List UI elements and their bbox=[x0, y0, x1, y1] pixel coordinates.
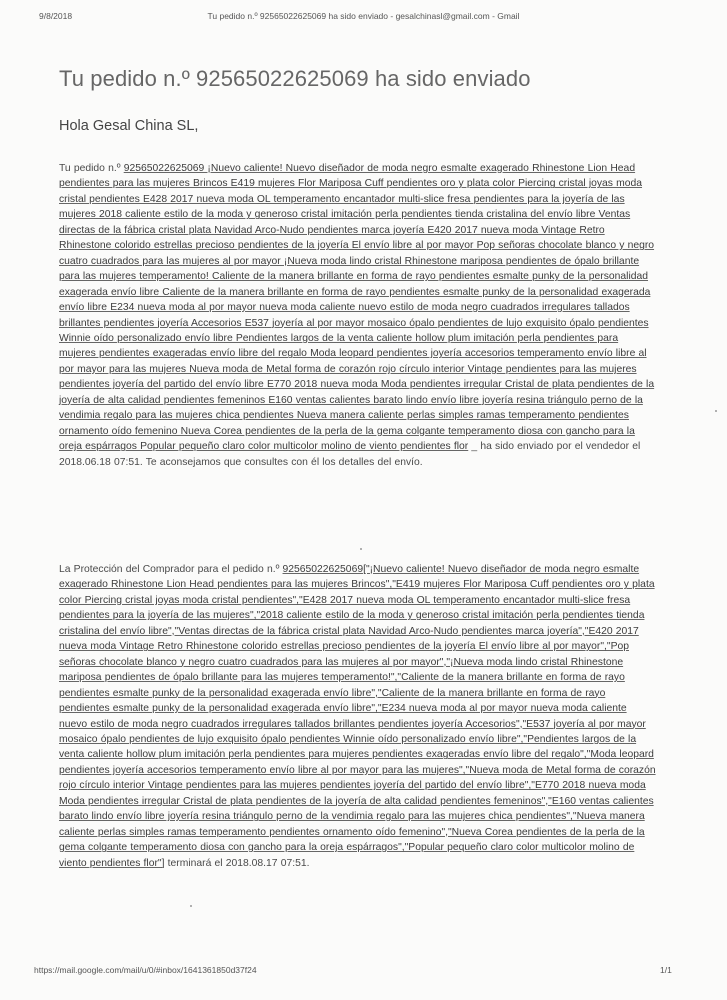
protection-order-link[interactable]: 92565022625069["¡Nuevo caliente! Nuevo diseñador de moda negro esmalte exagerado Rhinestone Lion Head pendientes para las mujeres Brincos","E419 mujeres Flor Mariposa Cuff pendientes oro y plata color Piercing cristal joyas moda cristal pendientes","E428 2017 nueva moda OL temperamento encantador multi-slice fresa pendientes para la joyería de las mujeres","2018 caliente estilo de la moda y generoso cristal imitación perla pendientes tienda cristalina del envío libre","Ventas directas de la fábrica cristal plata Navidad Arco-Nudo pendientes marca joyería","E420 2017 nueva moda Vintage Retro Rhinestone colorido estrellas precioso pendientes de la joyería El envío libre al por mayor","Pop señoras chocolate blanco y negro cuatro cuadrados para las mujeres al por mayor","¡Nueva moda lindo cristal Rhinestone mariposa pendientes de ópalo brillante para las mujeres temperamento!","Caliente de la manera brillante en forma de rayo pendientes esmalte punky de la personalidad exagerada envío libre","Caliente de la manera brillante en forma de rayo pendientes esmalte punky de la personalidad exagerada envío libre","E234 nueva moda al por mayor nueva moda caliente nuevo estilo de moda negro cuadrados irregulares tallados brillantes pendientes joyería Accesorios","E537 joyería al por mayor mosaico ópalo pendientes de lujo exquisito ópalo pendientes Winnie oído personalizado envío libre","Pendientes largos de la venta caliente hollow plum imitación perla pendientes para mujeres pendientes exageradas envío libre del regalo","Moda leopard pendientes joyería accesorios temperamento envío libre al por mayor para las mujeres","Nueva moda de Metal forma de corazón rojo círculo interior Vintage pendientes para las mujeres pendientes joyería del partido del envío libre","E770 2018 nueva moda Moda pendientes irregular Cristal de plata pendientes de la joyería de alta calidad pendientes femeninos","E160 ventas calientes barato lindo envío libre joyería resina triángulo perno de la vendimia regalo para las mujeres chica pendientes","Nueva manera caliente perlas simples ramas temperamento pendientes ornamento oído femenino","Nueva Corea pendientes de la perla de la gema colgante temperamento diosa con gancho para la oreja espárragos","Popular pequeño claro color multicolor molino de viento pendientes flor"] bbox=[59, 564, 656, 869]
page-number: 1/1 bbox=[660, 965, 672, 975]
scan-speck bbox=[360, 548, 362, 550]
print-header bbox=[0, 11, 727, 27]
protection-prefix: La Protección del Comprador para el pedido n.º bbox=[59, 564, 283, 575]
shipped-prefix: Tu pedido n.º bbox=[59, 163, 124, 174]
email-subject: Tu pedido n.º 92565022625069 ha sido enviado bbox=[59, 66, 531, 91]
print-date: 9/8/2018 bbox=[39, 11, 73, 21]
scan-speck bbox=[715, 410, 717, 412]
print-page-title: Tu pedido n.º 92565022625069 ha sido enviado - gesalchinasl@gmail.com - Gmail bbox=[207, 11, 520, 21]
protection-suffix: terminará el 2018.08.17 07:51. bbox=[164, 857, 310, 869]
shipped-suffix: _ ha sido enviado por el vendedor el 2018.06.18 07:51. Te aconsejamos que consultes con él los detalles del envío. bbox=[59, 441, 641, 468]
buyer-protection-paragraph bbox=[59, 562, 657, 871]
scan-speck bbox=[190, 905, 192, 907]
order-link[interactable]: 92565022625069 ¡Nuevo caliente! Nuevo diseñador de moda negro esmalte exagerado Rhinestone Lion Head pendientes para las mujeres Brincos E419 mujeres Flor Mariposa Cuff pendientes oro y plata color Piercing cristal joyas moda cristal pendientes E428 2017 nueva moda OL temperamento encantador multi-slice fresa pendientes para la joyería de las mujeres 2018 caliente estilo de la moda y generoso cristal imitación perla pendientes tienda cristalina del envío libre Ventas directas de la fábrica cristal plata Navidad Arco-Nudo pendientes marca joyería E420 2017 nueva moda Vintage Retro Rhinestone colorido estrellas precioso pendientes de la joyería El envío libre al por mayor Pop señoras chocolate blanco y negro cuatro cuadrados para las mujeres al por mayor ¡Nueva moda lindo cristal Rhinestone mariposa pendientes de ópalo brillante para las mujeres temperamento! Caliente de la manera brillante en forma de rayo pendientes esmalte punky de la personalidad exagerada envío libre Caliente de la manera brillante en forma de rayo pendientes esmalte punky de la personalidad exagerada envío libre E234 nueva moda al por mayor nueva moda caliente nuevo estilo de moda negro cuadrados irregulares tallados brillantes pendientes joyería Accesorios E537 joyería al por mayor mosaico ópalo pendientes de lujo exquisito ópalo pendientes Winnie oído personalizado envío libre Pendientes largos de la venta caliente hollow plum imitación perla pendientes para mujeres pendientes exageradas envío libre del regalo Moda leopard pendientes joyería accesorios temperamento envío libre al por mayor para las mujeres Nueva moda de Metal forma de corazón rojo círculo interior Vintage pendientes para las mujeres pendientes joyería del partido del envío libre E770 2018 nueva moda Moda pendientes irregular Cristal de plata pendientes de la joyería de alta calidad pendientes femeninos E160 ventas calientes barato lindo envío libre joyería resina triángulo perno de la vendimia regalo para las mujeres chica pendientes Nueva manera caliente perlas simples ramas temperamento pendientes ornamento oído femenino Nueva Corea pendientes de la perla de la gema colgante temperamento diosa con gancho para la oreja espárragos Popular pequeño claro color multicolor molino de viento pendientes flor bbox=[59, 163, 655, 453]
greeting: Hola Gesal China SL, bbox=[59, 118, 199, 134]
shipped-paragraph bbox=[59, 161, 657, 470]
print-url: https://mail.google.com/mail/u/0/#inbox/1641361850d37f24 bbox=[34, 965, 257, 975]
